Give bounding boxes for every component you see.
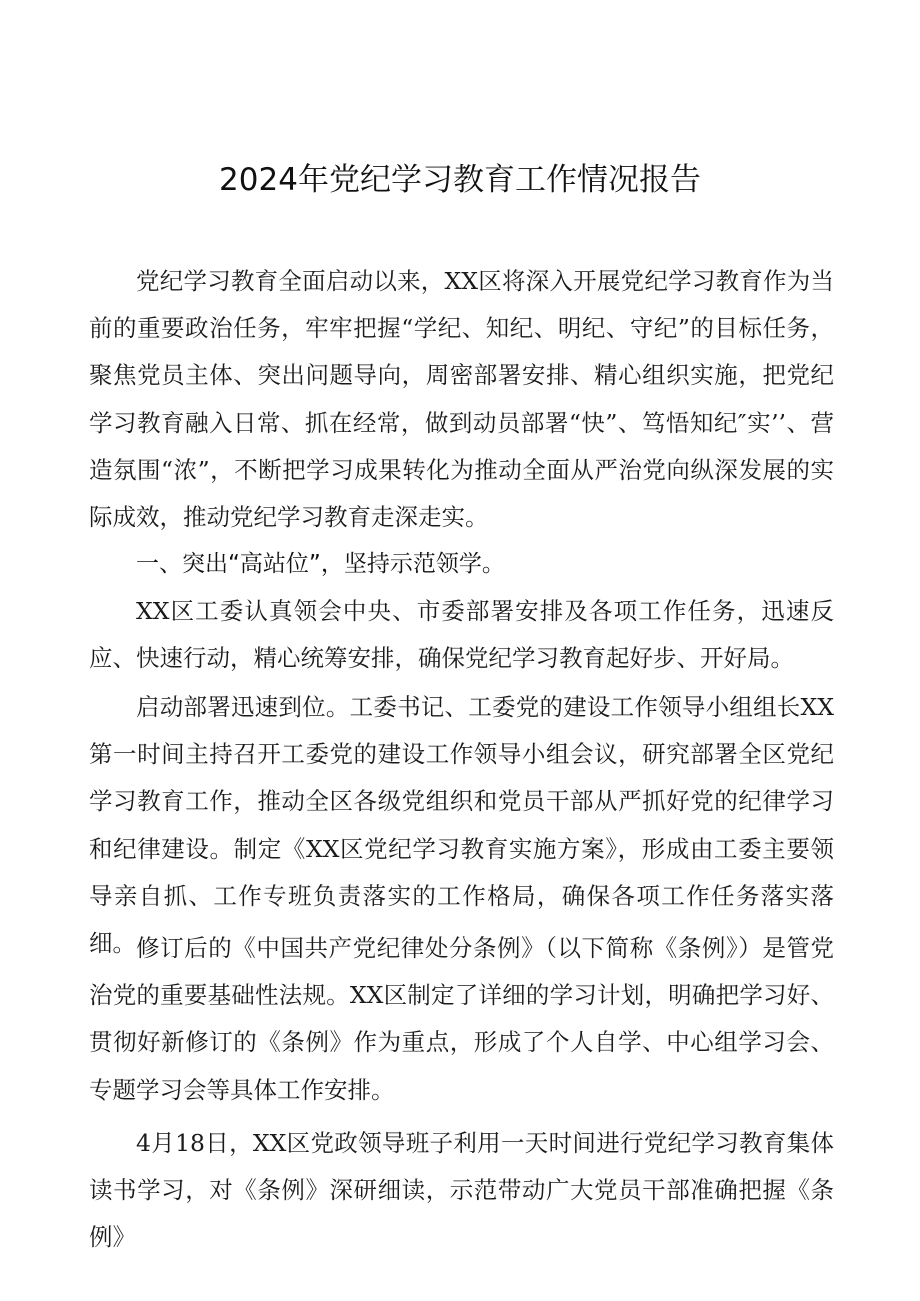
body-paragraph-3: 修订后的《中国共产党纪律处分条例》（以下简称《条例》）是管党治党的重要基础性法规。XX区制定了详细的学习计划，明确把学习好、贯彻好新修订的《条例》作为重点，形成了个人自学、中心组学习会、专题学习会等具体工作安排。 [89, 934, 834, 1104]
body-paragraph-1: XX区工委认真领会中央、市委部署安排及各项工作任务，迅速反应、快速行动，精心统筹安排，确保党纪学习教育起好步、开好局。 [89, 597, 834, 673]
intro-paragraph: 党纪学习教育全面启动以来，XX区将深入开展党纪学习教育作为当前的重要政治任务，牢牢把握“学纪、知纪、明纪、守纪”的目标任务，聚焦党员主体、突出问题导向，周密部署安排、精心组织实施，把党纪学习教育融入日常、抓在经常，做到动员部署“快”、笃悟知纪″实’’、营造氛围“浓”，不断把学习成果转化为推动全面从严治党向纵深发展的实际成效，推动党纪学习教育走深走实。 [89, 267, 834, 532]
section-heading: 一、突出“高站位”，坚持示范领学。 [136, 551, 505, 577]
body-paragraph-2: 启动部署迅速到位。工委书记、工委党的建设工作领导小组组长XX第一时间主持召开工委党的建设工作领导小组会议，研究部署全区党纪学习教育工作，推动全区各级党组织和党员干部从严抓好党的纪律学习和纪律建设。制定《XX区党纪学习教育实施方案》，形成由工委主要领导亲自抓、工作专班负责落实的工作格局，确保各项工作任务落实落细。 [89, 693, 834, 958]
body-paragraph-4: 4月18日，XX区党政领导班子利用一天时间进行党纪学习教育集体读书学习，对《条例》深研细读，示范带动广大党员干部准确把握《条例》 [89, 1129, 834, 1252]
document-title: 2024年党纪学习教育工作情况报告 [219, 162, 701, 198]
